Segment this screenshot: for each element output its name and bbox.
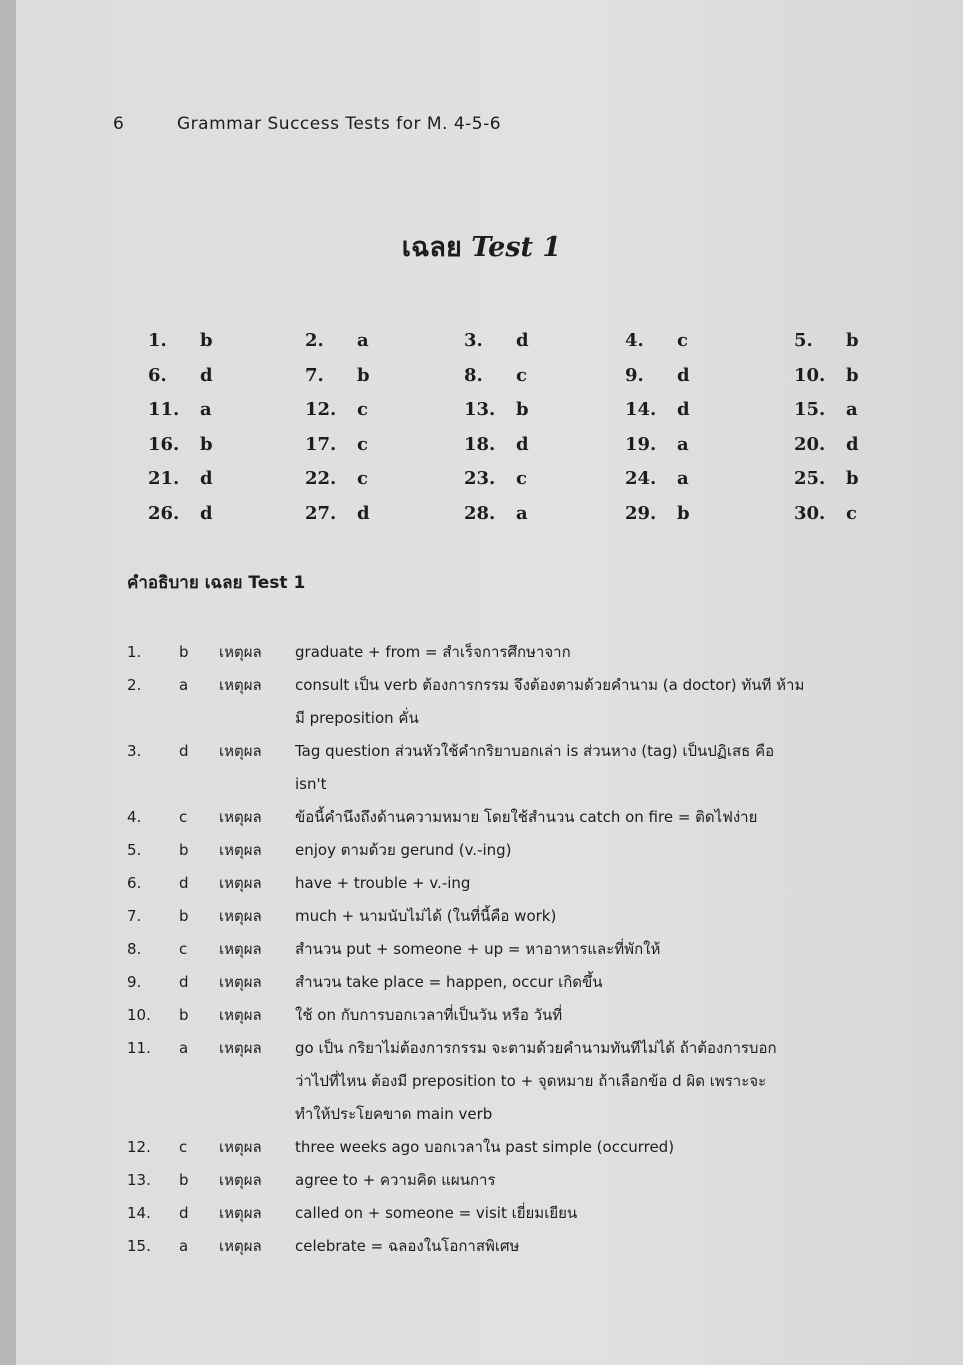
explanation-item [127, 735, 897, 801]
answer-number: 26. [148, 502, 180, 524]
reason-label: เหตุผล [219, 874, 262, 892]
answer-item [305, 468, 368, 489]
book-title: Grammar Success Tests for M. 4-5-6 [177, 114, 502, 134]
answer-number: 3. [464, 330, 483, 351]
reason-label: เหตุผล [219, 1204, 262, 1222]
answer-item [794, 399, 858, 420]
explanation-number: 6. [127, 874, 142, 892]
explanation-text [295, 636, 897, 669]
explanation-line: have + trouble + v.-ing [295, 874, 471, 892]
explanation-item [127, 867, 897, 900]
explanation-choice: d [179, 973, 189, 991]
reason-label: เหตุผล [219, 1138, 262, 1156]
page-title [0, 225, 963, 268]
explanation-choice: a [179, 1237, 189, 1255]
answer-choice: b [516, 399, 529, 420]
answer-item [148, 330, 213, 351]
explanation-item [127, 636, 897, 669]
answer-row [148, 365, 878, 400]
explanation-text [295, 867, 897, 900]
explanation-choice: b [179, 1006, 189, 1024]
answer-choice: d [200, 502, 213, 524]
answer-choice: a [677, 468, 689, 489]
answer-row [148, 399, 878, 434]
answer-number: 15. [794, 399, 826, 420]
explanation-line: graduate + from = สำเร็จการศึกษาจาก [295, 643, 571, 661]
explanation-line: ข้อนี้คำนึงถึงด้านความหมาย โดยใช้สำนวน catch on fire = ติดไฟง่าย [295, 808, 758, 826]
explanation-choice: c [179, 1138, 188, 1156]
explanation-text [295, 669, 897, 735]
explanation-line: ว่าไปที่ไหน ต้องมี preposition to + จุดหมาย ถ้าเลือกข้อ d ผิด เพราะจะ [295, 1072, 767, 1090]
answer-choice: a [846, 399, 858, 420]
reason-label: เหตุผล [219, 1237, 262, 1255]
explanation-text [295, 900, 897, 933]
reason-label: เหตุผล [219, 1171, 262, 1189]
explanation-item [127, 1032, 897, 1131]
answer-choice: d [516, 330, 529, 351]
explanation-text [295, 801, 897, 834]
answer-choice: c [846, 502, 857, 524]
answer-number: 11. [148, 399, 180, 420]
reason-label: เหตุผล [219, 907, 262, 925]
explanation-number: 8. [127, 940, 142, 958]
answer-item [464, 503, 528, 524]
title-thai: เฉลย [401, 232, 462, 263]
explanation-number: 14. [127, 1204, 151, 1222]
answer-number: 5. [794, 330, 813, 351]
explanation-number: 10. [127, 1006, 151, 1024]
reason-label: เหตุผล [219, 1006, 262, 1024]
explanation-choice: d [179, 874, 189, 892]
answer-choice: a [516, 502, 528, 524]
explanation-item [127, 933, 897, 966]
explanation-choice: b [179, 841, 189, 859]
answer-number: 24. [625, 468, 657, 489]
answer-item [625, 434, 689, 455]
explanation-choice: c [179, 808, 188, 826]
explanation-item [127, 1131, 897, 1164]
explanation-text [295, 1131, 897, 1164]
answer-item [305, 434, 368, 455]
answer-item [148, 468, 213, 489]
explanation-line: enjoy ตามด้วย gerund (v.-ing) [295, 841, 512, 859]
explanation-choice: d [179, 1204, 189, 1222]
answer-item [464, 365, 527, 386]
answer-item [305, 503, 370, 524]
explanation-line: much + นามนับไม่ได้ (ในที่นี้คือ work) [295, 907, 557, 925]
answer-item [305, 399, 368, 420]
answer-number: 20. [794, 433, 826, 455]
explanation-number: 15. [127, 1237, 151, 1255]
explanation-line: Tag question ส่วนหัวใช้คำกริยาบอกเล่า is ส่วนหาง (tag) เป็นปฏิเสธ คือ [295, 742, 775, 760]
explanation-text [295, 735, 897, 801]
answer-item [148, 365, 213, 386]
explanation-text [295, 1230, 897, 1263]
answer-choice: a [677, 433, 689, 455]
answer-number: 9. [625, 364, 644, 386]
reason-label: เหตุผล [219, 643, 262, 661]
answer-number: 18. [464, 433, 496, 455]
explanation-text [295, 1032, 897, 1131]
answer-item [794, 468, 859, 489]
answer-item [625, 503, 690, 524]
answer-choice: b [200, 433, 213, 455]
explanation-line: สำนวน put + someone + up = หาอาหารและที่พักให้ [295, 940, 661, 958]
answer-number: 29. [625, 502, 657, 524]
answer-number: 23. [464, 468, 496, 489]
explanation-line: consult เป็น verb ต้องการกรรม จึงต้องตามด้วยคำนาม (a doctor) ทันที ห้าม [295, 676, 805, 694]
answer-number: 12. [305, 399, 337, 420]
explanation-choice: b [179, 1171, 189, 1189]
answer-item [794, 503, 857, 524]
answer-choice: c [357, 468, 368, 489]
explanation-item [127, 900, 897, 933]
answer-choice: d [846, 433, 859, 455]
explanation-choice: d [179, 742, 189, 760]
explanation-number: 7. [127, 907, 142, 925]
explanation-number: 2. [127, 676, 142, 694]
answer-number: 27. [305, 502, 337, 524]
answer-number: 2. [305, 330, 324, 351]
answer-row [148, 468, 878, 503]
answer-choice: b [846, 330, 859, 351]
explanation-line: agree to + ความคิด แผนการ [295, 1171, 496, 1189]
reason-label: เหตุผล [219, 742, 262, 760]
answer-item [305, 365, 370, 386]
answer-number: 17. [305, 433, 337, 455]
answer-number: 16. [148, 433, 180, 455]
answer-choice: c [516, 364, 527, 386]
answer-number: 13. [464, 399, 496, 420]
explanation-line: go เป็น กริยาไม่ต้องการกรรม จะตามด้วยคำนามทันทีไม่ได้ ถ้าต้องการบอก [295, 1039, 777, 1057]
running-header [113, 114, 501, 134]
explanation-line: isn't [295, 775, 327, 793]
explanation-heading: คำอธิบาย เฉลย Test 1 [127, 573, 306, 593]
explanation-item [127, 999, 897, 1032]
answer-item [625, 399, 690, 420]
answer-item [794, 330, 859, 351]
explanation-item [127, 1164, 897, 1197]
explanation-list [127, 636, 897, 1263]
explanation-choice: b [179, 907, 189, 925]
answer-choice: d [357, 502, 370, 524]
answer-item [625, 330, 688, 351]
answer-choice: c [357, 433, 368, 455]
page-number: 6 [113, 114, 125, 134]
explanation-item [127, 669, 897, 735]
answer-number: 1. [148, 330, 167, 351]
explanation-choice: a [179, 676, 189, 694]
explanation-text [295, 834, 897, 867]
explanation-choice: c [179, 940, 188, 958]
answer-choice: c [357, 399, 368, 420]
explanation-number: 9. [127, 973, 142, 991]
explanation-line: celebrate = ฉลองในโอกาสพิเศษ [295, 1237, 520, 1255]
answer-number: 25. [794, 468, 826, 489]
explanation-number: 4. [127, 808, 142, 826]
explanation-number: 11. [127, 1039, 151, 1057]
explanation-text [295, 933, 897, 966]
answer-choice: b [846, 468, 859, 489]
answer-choice: c [516, 468, 527, 489]
explanation-line: ทำให้ประโยคขาด main verb [295, 1105, 493, 1123]
answer-key-grid [148, 330, 878, 537]
answer-number: 10. [794, 364, 826, 386]
answer-choice: a [200, 399, 212, 420]
explanation-line: ใช้ on กับการบอกเวลาที่เป็นวัน หรือ วันที่ [295, 1006, 563, 1024]
answer-number: 22. [305, 468, 337, 489]
answer-choice: c [677, 330, 688, 351]
answer-item [794, 434, 859, 455]
answer-item [148, 434, 213, 455]
explanation-line: สำนวน take place = happen, occur เกิดขึ้น [295, 973, 603, 991]
explanation-text [295, 999, 897, 1032]
answer-choice: a [357, 330, 369, 351]
answer-choice: b [846, 364, 859, 386]
explanation-item [127, 1197, 897, 1230]
answer-choice: d [677, 399, 690, 420]
answer-number: 7. [305, 364, 324, 386]
explanation-line: three weeks ago บอกเวลาใน past simple (occurred) [295, 1138, 675, 1156]
explanation-line: มี preposition คั่น [295, 709, 419, 727]
explanation-text [295, 1164, 897, 1197]
answer-number: 28. [464, 502, 496, 524]
reason-label: เหตุผล [219, 1039, 262, 1057]
answer-choice: d [200, 468, 213, 489]
explanation-line: called on + someone = visit เยี่ยมเยียน [295, 1204, 578, 1222]
answer-choice: b [200, 330, 213, 351]
answer-number: 30. [794, 502, 826, 524]
answer-item [464, 468, 527, 489]
answer-number: 6. [148, 364, 167, 386]
explanation-item [127, 834, 897, 867]
explanation-number: 13. [127, 1171, 151, 1189]
answer-item [305, 330, 369, 351]
answer-choice: b [677, 502, 690, 524]
explanation-item [127, 801, 897, 834]
answer-choice: d [200, 364, 213, 386]
reason-label: เหตุผล [219, 973, 262, 991]
answer-choice: b [357, 364, 370, 386]
answer-row [148, 503, 878, 538]
explanation-item [127, 966, 897, 999]
reason-label: เหตุผล [219, 940, 262, 958]
answer-number: 19. [625, 433, 657, 455]
explanation-text [295, 1197, 897, 1230]
answer-row [148, 330, 878, 365]
answer-row [148, 434, 878, 469]
answer-number: 14. [625, 399, 657, 420]
answer-item [464, 330, 529, 351]
reason-label: เหตุผล [219, 676, 262, 694]
explanation-number: 1. [127, 643, 142, 661]
answer-choice: d [677, 364, 690, 386]
answer-item [148, 399, 212, 420]
explanation-number: 5. [127, 841, 142, 859]
explanation-choice: b [179, 643, 189, 661]
answer-number: 21. [148, 468, 180, 489]
explanation-choice: a [179, 1039, 189, 1057]
reason-label: เหตุผล [219, 841, 262, 859]
answer-item [464, 399, 529, 420]
title-english: Test 1 [471, 232, 562, 263]
explanation-item [127, 1230, 897, 1263]
answer-item [625, 468, 689, 489]
answer-choice: d [516, 433, 529, 455]
answer-item [464, 434, 529, 455]
answer-item [625, 365, 690, 386]
answer-item [794, 365, 859, 386]
explanation-number: 12. [127, 1138, 151, 1156]
answer-item [148, 503, 213, 524]
page-binding-edge [0, 0, 16, 1365]
answer-number: 8. [464, 364, 483, 386]
explanation-text [295, 966, 897, 999]
answer-number: 4. [625, 330, 644, 351]
explanation-number: 3. [127, 742, 142, 760]
reason-label: เหตุผล [219, 808, 262, 826]
